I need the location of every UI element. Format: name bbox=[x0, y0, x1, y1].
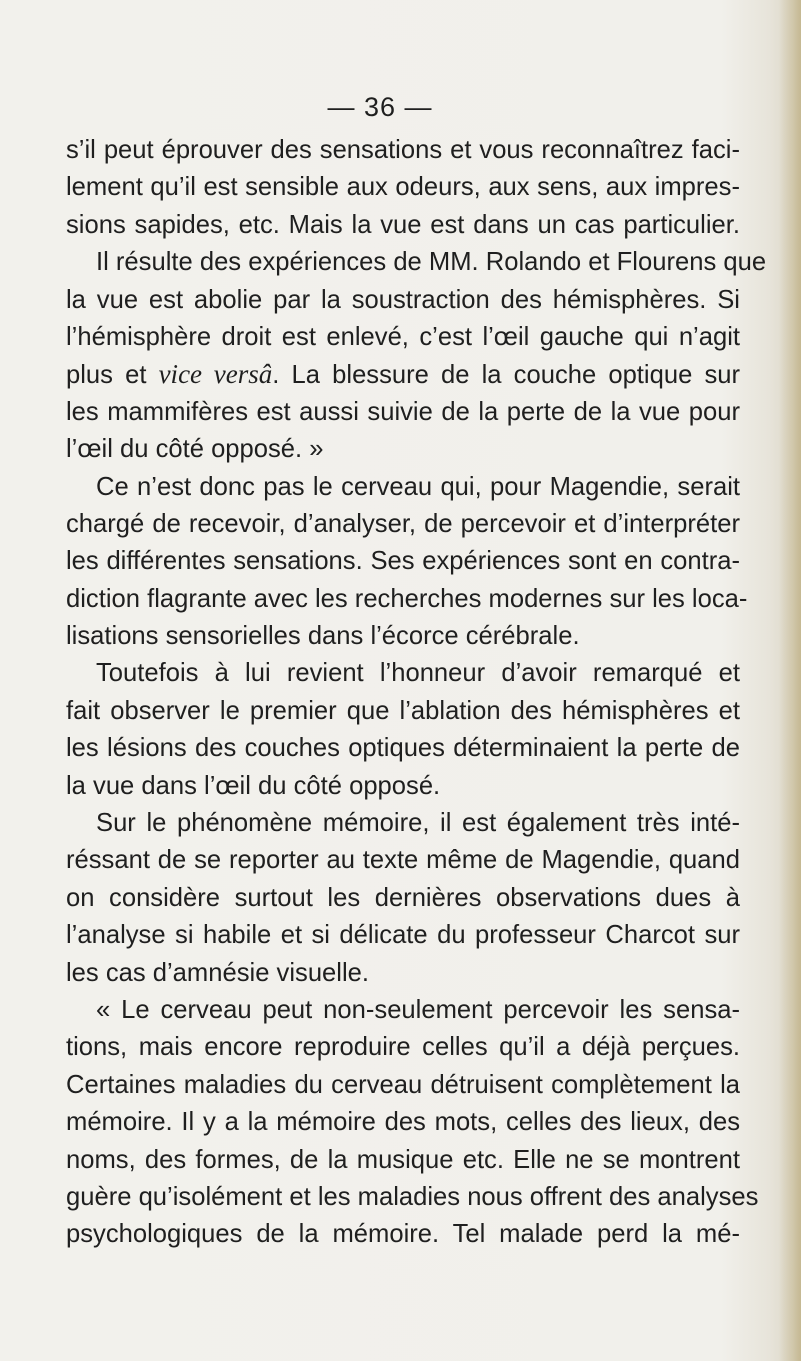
text-line: l’analyse si habile et si délicate du professeur Charcot sur bbox=[66, 921, 740, 950]
text-line: les cas d’amnésie visuelle. bbox=[66, 958, 370, 987]
text-line: l’œil du côté opposé. » bbox=[66, 435, 324, 464]
text-line: Sur le phénomène mémoire, il est également très inté- bbox=[96, 809, 740, 838]
text-line: Toutefois à lui revient l’honneur d’avoir remarqué et bbox=[96, 659, 740, 688]
text-line-with-italic bbox=[66, 356, 740, 393]
text-line: la vue est abolie par la soustraction des hémisphères. Si bbox=[66, 285, 740, 314]
text-line: fait observer le premier que l’ablation des hémisphères et bbox=[66, 696, 740, 725]
text-line: la vue dans l’œil du côté opposé. bbox=[66, 771, 441, 800]
italic-phrase: vice versâ bbox=[158, 359, 273, 390]
body-text bbox=[66, 132, 767, 1254]
text-line: les lésions des couches optiques déterminaient la perte de bbox=[66, 734, 740, 763]
text-line: diction flagrante avec les recherches modernes sur les loca- bbox=[66, 584, 748, 613]
text-line: l’hémisphère droit est enlevé, c’est l’œil gauche qui n’agit bbox=[66, 322, 740, 351]
text-line: réssant de se reporter au texte même de Magendie, quand bbox=[66, 846, 740, 875]
text-line: Certaines maladies du cerveau détruisent complètement la bbox=[66, 1070, 740, 1099]
text-line: Ce n’est donc pas le cerveau qui, pour Magendie, serait bbox=[96, 472, 740, 501]
text-line: psychologiques de la mémoire. Tel malade perd la mé- bbox=[66, 1220, 740, 1249]
text-line: s’il peut éprouver des sensations et vous reconnaîtrez faci- bbox=[66, 136, 740, 164]
text-line: lement qu’il est sensible aux odeurs, aux sens, aux impres- bbox=[66, 173, 740, 202]
text-line: on considère surtout les dernières observations dues à bbox=[66, 883, 740, 912]
page-number: — 36 — bbox=[327, 92, 433, 122]
text-line: « Le cerveau peut non-seulement percevoir les sensa- bbox=[96, 995, 740, 1024]
text-line: les différentes sensations. Ses expériences sont en contra- bbox=[66, 547, 740, 576]
text-line: lisations sensorielles dans l’écorce cérébrale. bbox=[66, 622, 580, 651]
text-line: les mammifères est aussi suivie de la perte de la vue pour bbox=[66, 397, 740, 426]
page-edge-shadow bbox=[779, 0, 801, 1361]
text-line: noms, des formes, de la musique etc. Elle ne se montrent bbox=[66, 1145, 740, 1174]
text-line: chargé de recevoir, d’analyser, de percevoir et d’interpréter bbox=[66, 509, 740, 538]
text-line: guère qu’isolément et les maladies nous offrent des analyses bbox=[66, 1182, 759, 1211]
text-segment: . La blessure de la couche optique sur bbox=[272, 361, 740, 390]
text-line: tions, mais encore reproduire celles qu’il a déjà perçues. bbox=[66, 1033, 740, 1062]
text-line: mémoire. Il y a la mémoire des mots, celles des lieux, des bbox=[66, 1108, 740, 1137]
text-line: Il résulte des expériences de MM. Rolando et Flourens que bbox=[96, 248, 767, 277]
text-line: sions sapides, etc. Mais la vue est dans un cas particulier. bbox=[66, 210, 740, 239]
text-segment: plus et bbox=[66, 361, 159, 390]
